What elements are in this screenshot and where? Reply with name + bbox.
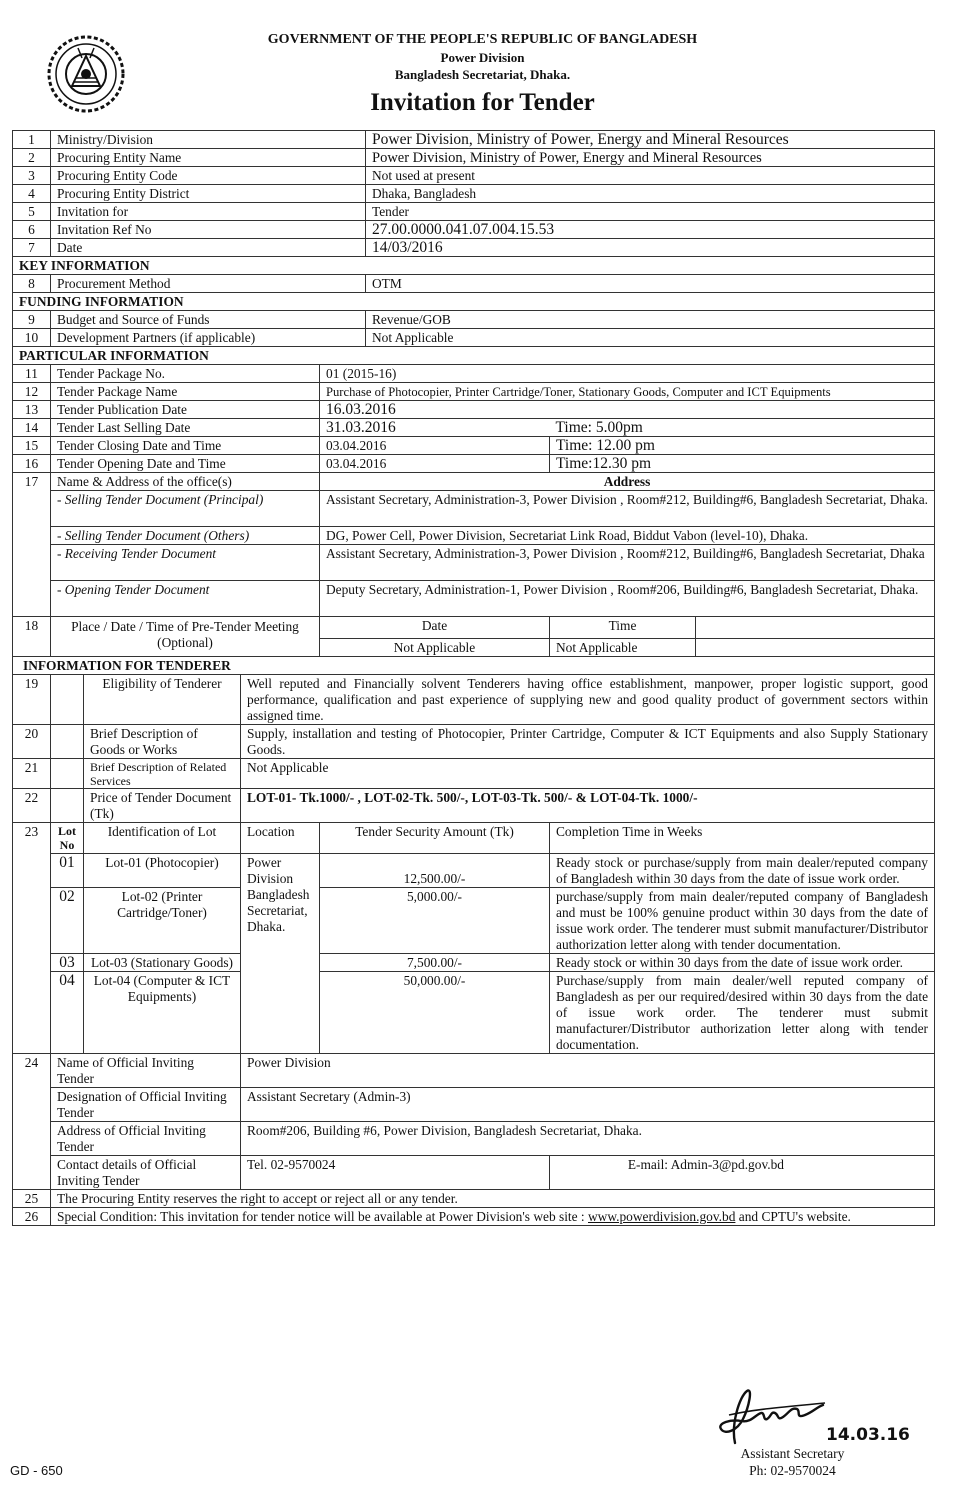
gd-number: GD - 650	[10, 1463, 63, 1478]
row-value: OTM	[366, 275, 935, 293]
blank-cell	[51, 725, 84, 759]
row-number: 9	[13, 311, 51, 329]
blank-cell	[51, 759, 84, 789]
table-row	[13, 473, 935, 491]
address-heading: Address	[320, 473, 935, 491]
blank-cell	[51, 789, 84, 823]
row-value: Power Division	[241, 1054, 935, 1088]
row-value: Not Applicable	[366, 329, 935, 347]
row-value: Not Applicable	[241, 759, 935, 789]
blank-cell	[51, 675, 84, 725]
row-label: Tender Closing Date and Time	[51, 437, 320, 455]
row-number: 10	[13, 329, 51, 347]
date-heading: Date	[320, 617, 550, 639]
table-row	[13, 221, 935, 239]
lot-number: 03	[51, 954, 84, 972]
section-heading-row	[13, 347, 935, 365]
row-label: Name & Address of the office(s)	[51, 473, 320, 491]
row-number: 14	[13, 419, 51, 437]
row-number: 24	[13, 1054, 51, 1190]
table-row	[13, 167, 935, 185]
lot-completion: Purchase/supply from main dealer/well reputed company of Bangladesh as per our required/desired within 30 days from the date of issue work order. The tenderer must submit manufacturer/Distributor authorization letter along with tender documentation.	[550, 972, 935, 1054]
lot-no-header: Lot No	[51, 823, 84, 854]
date-value: Not Applicable	[320, 639, 550, 657]
table-row	[13, 1208, 935, 1226]
lot-security: 7,500.00/-	[320, 954, 550, 972]
row-value: 27.00.0000.041.07.004.15.53	[366, 221, 935, 239]
row-label: Invitation Ref No	[51, 221, 366, 239]
lot-number: 01	[51, 854, 84, 888]
time-value: Not Applicable	[550, 639, 696, 657]
table-row	[13, 185, 935, 203]
table-row	[13, 491, 935, 527]
row-label: Designation of Official Inviting Tender	[51, 1088, 241, 1122]
row-value: 31.03.2016	[320, 419, 550, 437]
row-text: The Procuring Entity reserves the right to accept or reject all or any tender.	[51, 1190, 935, 1208]
lot-completion: Ready stock or within 30 days from the date of issue work order.	[550, 954, 935, 972]
row-number: 26	[13, 1208, 51, 1226]
table-row	[13, 239, 935, 257]
row-value: Revenue/GOB	[366, 311, 935, 329]
lot-row	[13, 888, 935, 954]
identification-header: Identification of Lot	[84, 823, 241, 854]
lot-completion: purchase/supply from main dealer/reputed company of Bangladesh and must be 100% genuine product within 30 days from the date of issue work order. The tenderer must submit manufacturer/Distributor authorization letter along with tender documentation.	[550, 888, 935, 954]
lot-row	[13, 972, 935, 1054]
table-row	[13, 725, 935, 759]
row-number: 11	[13, 365, 51, 383]
row-time: Time: 12.00 pm	[550, 437, 935, 455]
table-row	[13, 789, 935, 823]
table-row	[13, 365, 935, 383]
table-row	[13, 419, 935, 437]
row-time: Time:12.30 pm	[550, 455, 935, 473]
email: E-mail: Admin-3@pd.gov.bd	[550, 1156, 935, 1190]
row-label: Name of Official Inviting Tender	[51, 1054, 241, 1088]
blank-cell	[696, 617, 935, 639]
lot-security: 50,000.00/-	[320, 972, 550, 1054]
table-row	[13, 527, 935, 545]
section-heading: FUNDING INFORMATION	[13, 293, 935, 311]
row-label: Brief Description of Goods or Works	[84, 725, 241, 759]
lot-security: 5,000.00/-	[320, 888, 550, 954]
row-number: 4	[13, 185, 51, 203]
table-row	[13, 1054, 935, 1088]
blank-cell	[696, 639, 935, 657]
row-label: Address of Official Inviting Tender	[51, 1122, 241, 1156]
lot-completion: Ready stock or purchase/supply from main dealer/reputed company of Bangladesh within 30 days from the date of issue work order.	[550, 854, 935, 888]
row-value: Assistant Secretary (Admin-3)	[241, 1088, 935, 1122]
table-row	[13, 329, 935, 347]
row-label: Procurement Method	[51, 275, 366, 293]
office-address: DG, Power Cell, Power Division, Secretariat Link Road, Biddut Vabon (level-10), Dhaka.	[320, 527, 935, 545]
table-row	[13, 545, 935, 581]
lot-name: Lot-01 (Photocopier)	[84, 854, 241, 888]
table-row	[13, 275, 935, 293]
section-heading-row	[13, 293, 935, 311]
table-row	[13, 1190, 935, 1208]
row-number: 19	[13, 675, 51, 725]
office-label: - Selling Tender Document (Principal)	[51, 491, 320, 527]
section-heading-row	[13, 657, 935, 675]
office-address: Deputy Secretary, Administration-1, Power Division , Room#206, Building#6, Bangladesh Secretariat, Dhaka.	[320, 581, 935, 617]
row-number: 23	[13, 823, 51, 1054]
row-number: 16	[13, 455, 51, 473]
section-heading: PARTICULAR INFORMATION	[13, 347, 935, 365]
signatory-phone: Ph: 02-9570024	[749, 1463, 836, 1478]
signatory-block	[720, 1445, 865, 1479]
row-value: Not used at present	[366, 167, 935, 185]
row-number: 8	[13, 275, 51, 293]
special-condition-text: Special Condition: This invitation for tender notice will be available at Power Division's web site :	[57, 1209, 588, 1224]
row-value: Dhaka, Bangladesh	[366, 185, 935, 203]
telephone: Tel. 02-9570024	[241, 1156, 550, 1190]
row-value: Room#206, Building #6, Power Division, Bangladesh Secretariat, Dhaka.	[241, 1122, 935, 1156]
completion-header: Completion Time in Weeks	[550, 823, 935, 854]
row-value: Well reputed and Financially solvent Tenderers having office establishment, manpower, proper logistic support, good performance, qualification and past experience of supplying new and good quality product of government sectors within assigned time.	[241, 675, 935, 725]
row-value: Supply, installation and testing of Photocopier, Printer Cartridge, Computer & ICT Equipments and also Supply Stationary Goods.	[241, 725, 935, 759]
row-number: 3	[13, 167, 51, 185]
row-label: Price of Tender Document (Tk)	[84, 789, 241, 823]
secretariat-name: Bangladesh Secretariat, Dhaka.	[394, 67, 571, 82]
table-row	[13, 823, 935, 854]
table-row	[13, 383, 935, 401]
section-heading: INFORMATION FOR TENDERER	[13, 657, 935, 675]
row-number: 15	[13, 437, 51, 455]
row-label: Invitation for	[51, 203, 366, 221]
tender-table	[12, 130, 935, 1226]
row-label: Eligibility of Tenderer	[84, 675, 241, 725]
row-number: 17	[13, 473, 51, 617]
row-label: Tender Last Selling Date	[51, 419, 320, 437]
time-heading: Time	[550, 617, 696, 639]
special-condition	[51, 1208, 935, 1226]
table-row	[13, 675, 935, 725]
row-label: Place / Date / Time of Pre-Tender Meeting (Optional)	[51, 617, 320, 657]
row-label: Procuring Entity District	[51, 185, 366, 203]
document-header	[0, 30, 965, 119]
division-name: Power Division	[440, 50, 525, 65]
row-number: 6	[13, 221, 51, 239]
row-number: 1	[13, 131, 51, 149]
lot-security: 12,500.00/-	[320, 854, 550, 888]
security-header: Tender Security Amount (Tk)	[320, 823, 550, 854]
lot-location: Power Division Bangladesh Secretariat, Dhaka.	[241, 854, 320, 1054]
table-row	[13, 1088, 935, 1122]
website-link[interactable]: www.powerdivision.gov.bd	[588, 1209, 736, 1224]
table-row	[13, 401, 935, 419]
table-row	[13, 131, 935, 149]
row-value: Power Division, Ministry of Power, Energy and Mineral Resources	[366, 131, 935, 149]
table-row	[13, 455, 935, 473]
special-condition-suffix: and CPTU's website.	[735, 1209, 851, 1224]
table-row	[13, 617, 935, 639]
row-value: Tender	[366, 203, 935, 221]
signatory-designation: Assistant Secretary	[740, 1446, 845, 1461]
lot-row	[13, 854, 935, 888]
section-heading: KEY INFORMATION	[13, 257, 935, 275]
document-title: Invitation for Tender	[370, 89, 595, 116]
lot-row	[13, 954, 935, 972]
row-number: 12	[13, 383, 51, 401]
office-label: - Receiving Tender Document	[51, 545, 320, 581]
table-row	[13, 149, 935, 167]
row-label: Brief Description of Related Services	[84, 759, 241, 789]
office-address: Assistant Secretary, Administration-3, Power Division , Room#212, Building#6, Bangladesh Secretariat, Dhaka	[320, 545, 935, 581]
row-label: Budget and Source of Funds	[51, 311, 366, 329]
row-label: Ministry/Division	[51, 131, 366, 149]
lot-number: 02	[51, 888, 84, 954]
row-value: 16.03.2016	[320, 401, 935, 419]
table-row	[13, 203, 935, 221]
row-value: 03.04.2016	[320, 455, 550, 473]
row-number: 5	[13, 203, 51, 221]
row-label: Procuring Entity Code	[51, 167, 366, 185]
row-value: 14/03/2016	[366, 239, 935, 257]
table-row	[13, 581, 935, 617]
lot-name: Lot-03 (Stationary Goods)	[84, 954, 241, 972]
row-label: Development Partners (if applicable)	[51, 329, 366, 347]
row-label: Tender Publication Date	[51, 401, 320, 419]
row-number: 25	[13, 1190, 51, 1208]
row-value: Purchase of Photocopier, Printer Cartridge/Toner, Stationary Goods, Computer and ICT Equipments	[320, 383, 935, 401]
location-header: Location	[241, 823, 320, 854]
row-label: Date	[51, 239, 366, 257]
signature-date: 14.03.16	[826, 1425, 910, 1445]
row-number: 21	[13, 759, 51, 789]
lot-number: 04	[51, 972, 84, 1054]
government-name: GOVERNMENT OF THE PEOPLE'S REPUBLIC OF BANGLADESH	[267, 32, 698, 47]
row-label: Contact details of Official Inviting Tender	[51, 1156, 241, 1190]
row-value: 01 (2015-16)	[320, 365, 935, 383]
row-time: Time: 5.00pm	[550, 419, 935, 437]
row-number: 13	[13, 401, 51, 419]
row-value: LOT-01- Tk.1000/- , LOT-02-Tk. 500/-, LOT-03-Tk. 500/- & LOT-04-Tk. 1000/-	[241, 789, 935, 823]
row-value: 03.04.2016	[320, 437, 550, 455]
row-number: 22	[13, 789, 51, 823]
lot-name: Lot-04 (Computer & ICT Equipments)	[84, 972, 241, 1054]
table-row	[13, 437, 935, 455]
row-label: Tender Opening Date and Time	[51, 455, 320, 473]
table-row	[13, 1156, 935, 1190]
section-heading-row	[13, 257, 935, 275]
row-label: Tender Package No.	[51, 365, 320, 383]
row-number: 2	[13, 149, 51, 167]
row-value: Power Division, Ministry of Power, Energy and Mineral Resources	[366, 149, 935, 167]
table-row	[13, 1122, 935, 1156]
lot-name: Lot-02 (Printer Cartridge/Toner)	[84, 888, 241, 954]
row-number: 7	[13, 239, 51, 257]
row-number: 18	[13, 617, 51, 657]
table-row	[13, 311, 935, 329]
office-label: - Opening Tender Document	[51, 581, 320, 617]
table-row	[13, 759, 935, 789]
row-label: Procuring Entity Name	[51, 149, 366, 167]
row-number: 20	[13, 725, 51, 759]
office-label: - Selling Tender Document (Others)	[51, 527, 320, 545]
office-address: Assistant Secretary, Administration-3, Power Division , Room#212, Building#6, Bangladesh Secretariat, Dhaka.	[320, 491, 935, 527]
row-label: Tender Package Name	[51, 383, 320, 401]
